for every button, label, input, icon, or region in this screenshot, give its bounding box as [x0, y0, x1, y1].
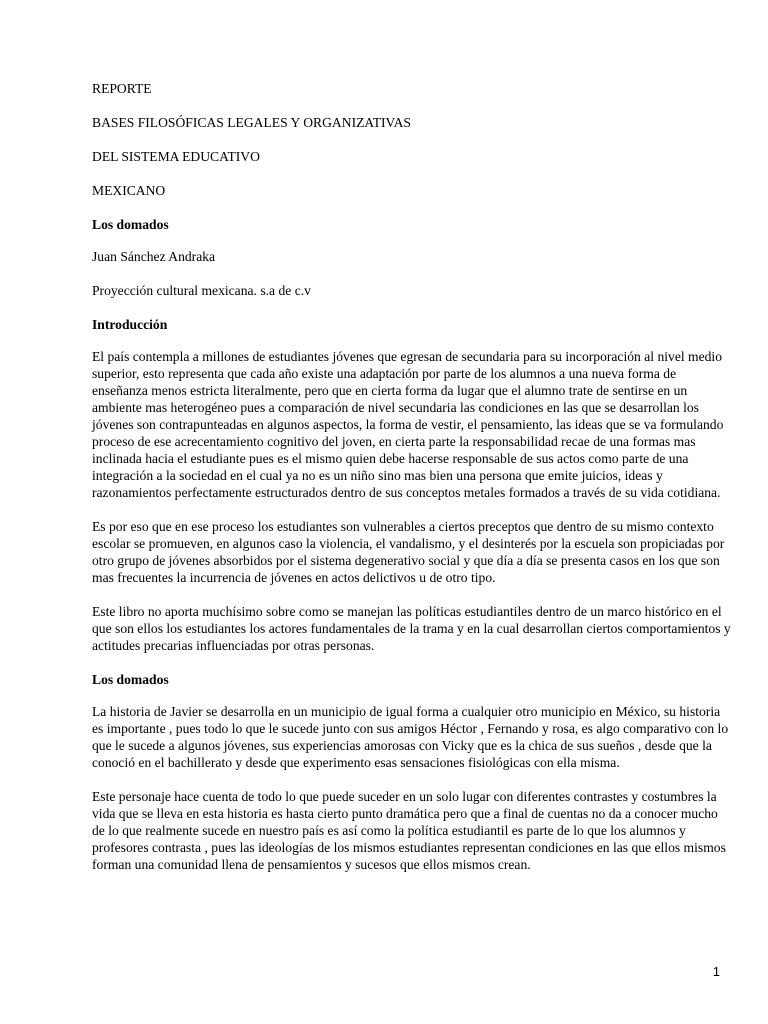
section-title-los-domados: Los domados	[92, 672, 169, 687]
header-line-mexicano: MEXICANO	[92, 183, 166, 198]
header-line-reporte: REPORTE	[92, 81, 152, 96]
header-line-bases: BASES FILOSÓFICAS LEGALES Y ORGANIZATIVAS	[92, 115, 411, 130]
domados-paragraph-1: La historia de Javier se desarrolla en un municipio de igual forma a cualquier otro municipio en México, su historia es importante , pues todo lo que le sucede junto con sus amigos Héctor , Fernando y rosa, es algo comparativo con lo que le sucede a algunos jóvenes, sus experiencias amorosas con Vicky que es la chica de sus sueños , desde que la conoció en el bachillerato y desde que experimento esas sensaciones fisiológicas con ella misma.	[92, 704, 729, 770]
section-title-introduccion: Introducción	[92, 317, 168, 332]
domados-paragraph-2: Este personaje hace cuenta de todo lo que puede suceder en un solo lugar con diferentes contrastes y costumbres la vida que se lleva en esta historia es hasta cierto punto dramática pero que a final de cuentas no da a conocer mucho de lo que realmente sucede en nuestro país es así como la política estudiantil es parte de lo que los alumnos y profesores contrasta , pues las ideologías de los mismos estudiantes representan condiciones en las que ellos mismos forman una comunidad llena de pensamientos y sucesos que ellos mismos crean.	[92, 789, 726, 872]
publisher-name: Proyección cultural mexicana. s.a de c.v	[92, 283, 311, 298]
page-number: 1	[712, 964, 720, 979]
header-line-sistema: DEL SISTEMA EDUCATIVO	[92, 149, 260, 164]
author-name: Juan Sánchez Andraka	[92, 249, 216, 264]
document-content	[92, 80, 732, 890]
intro-paragraph-3: Este libro no aporta muchísimo sobre como se manejan las políticas estudiantiles dentro de un marco histórico en el que son ellos los estudiantes los actores fundamentales de la trama y en la cual desarrollan ciertos comportamientos y actitudes precarias influenciadas por otras personas.	[92, 604, 731, 653]
intro-paragraph-1: El país contempla a millones de estudiantes jóvenes que egresan de secundaria para su incorporación al nivel medio superior, esto representa que cada año existe una adaptación por parte de los alumnos a una nueva forma de enseñanza menos estricta literalmente, pero que en cierta forma da lugar que el alumno trate de sentirse en un ambiente mas heterogéneo pues a comparación de nivel secundaria las condiciones en las que se desarrollan los jóvenes son contrapunteadas en algunos aspectos, la forma de vestir, el pensamiento, las ideas que se va formulando proceso de ese acrecentamiento cognitivo del joven, en cierta parte la responsabilidad recae de una formas mas inclinada hacia el estudiante pues es el mismo quien debe hacerse responsable de sus actos como parte de una integración a la sociedad en el cual ya no es un niño sino mas bien una persona que emite juicios, ideas y razonamientos perfectamente estructurados dentro de sus conceptos metales formados a través de su vida cotidiana.	[92, 349, 724, 500]
book-title: Los domados	[92, 217, 169, 232]
intro-paragraph-2: Es por eso que en ese proceso los estudiantes son vulnerables a ciertos preceptos que dentro de su mismo contexto escolar se promueven, en algunos caso la violencia, el vandalismo, y el desinterés por la escuela son propiciadas por otro grupo de jóvenes absorbidos por el sistema degenerativo social y que día a día se presenta casos en los que son mas frecuentes la incurrencia de jóvenes en actos delictivos u de otro tipo.	[92, 519, 725, 585]
